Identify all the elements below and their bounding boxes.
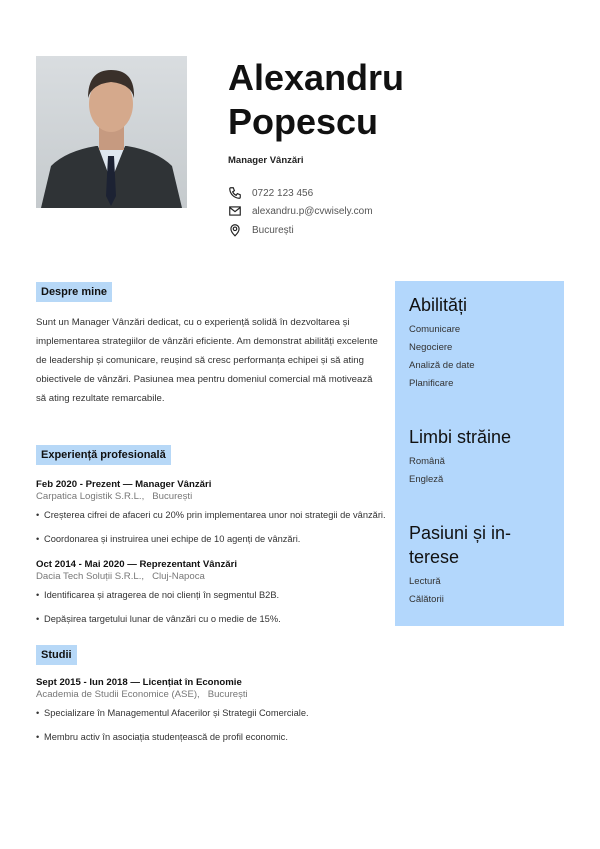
job-heading: Oct 2014 - Mai 2020 — Reprezentant Vânzări bbox=[36, 559, 238, 570]
skill-item: Planificare bbox=[409, 378, 454, 389]
last-name: Popescu bbox=[228, 101, 379, 142]
hobby-item: Călătorii bbox=[409, 594, 444, 605]
job-entry bbox=[36, 479, 396, 544]
job-bullet: • Creșterea cifrei de afaceri cu 20% prin implementarea unor noi strategii de vânzări. bbox=[36, 510, 396, 520]
about-text: Sunt un Manager Vânzări dedicat, cu o experiență solidă în dezvoltarea și implementarea strategiilor de vânzări eficiente. Am demonstrat abilități excelente de leadership și comunicare, reușind să cresc performanța echipei și să ating obiectivele de vânzări. Pasiunea mea pentru domeniul comercial mă motivează să ating rezultate remarcabile. bbox=[36, 317, 378, 404]
education-bullet: • Membru activ în asociația studențească de profil economic. bbox=[36, 732, 396, 742]
skill-item: Analiză de date bbox=[409, 360, 475, 371]
sidebar bbox=[395, 281, 564, 626]
first-name: Alexandru bbox=[228, 57, 405, 98]
email-link[interactable]: alexandru.p@cvwisely.com bbox=[252, 205, 373, 217]
education-heading-line: Sept 2015 - Iun 2018 — Licențiat în Economie bbox=[36, 677, 242, 688]
contact-phone bbox=[228, 186, 313, 200]
about-heading: Despre mine bbox=[36, 282, 112, 302]
phone-text: 0722 123 456 bbox=[252, 187, 314, 199]
hobbies-heading: Pasiuni și in- terese bbox=[409, 523, 512, 567]
job-entry bbox=[36, 559, 396, 624]
job-bullet: • Coordonarea și instruirea unei echipe de 10 agenți de vânzări. bbox=[36, 534, 396, 544]
hobby-item: Lectură bbox=[409, 576, 441, 587]
language-item: Engleză bbox=[409, 474, 444, 485]
mail-icon bbox=[228, 204, 242, 218]
job-company: Carpatica Logistik S.R.L., București bbox=[36, 491, 193, 502]
experience-heading: Experiență profesională bbox=[36, 445, 171, 465]
job-role: Manager Vânzări bbox=[228, 155, 304, 166]
education-school: Academia de Studii Economice (ASE), București bbox=[36, 689, 248, 700]
job-company: Dacia Tech Soluții S.R.L., Cluj-Napoca bbox=[36, 571, 205, 582]
skill-item: Negociere bbox=[409, 342, 453, 353]
contact-location bbox=[228, 223, 294, 237]
education-bullet: • Specializare în Managementul Afacerilor și Strategii Comerciale. bbox=[36, 708, 396, 718]
job-bullet: • Identificarea și atragerea de noi clienți în segmentul B2B. bbox=[36, 590, 396, 600]
phone-icon bbox=[228, 186, 242, 200]
education-heading: Studii bbox=[36, 645, 77, 665]
location-icon bbox=[228, 223, 242, 237]
job-heading: Feb 2020 - Prezent — Manager Vânzări bbox=[36, 479, 212, 490]
education-entry bbox=[36, 677, 396, 742]
profile-photo bbox=[36, 56, 187, 208]
location-text: București bbox=[252, 224, 294, 236]
language-item: Română bbox=[409, 456, 445, 467]
job-bullet: • Depășirea targetului lunar de vânzări cu o medie de 15%. bbox=[36, 614, 396, 624]
languages-heading: Limbi străine bbox=[409, 427, 512, 447]
contact-email bbox=[228, 204, 373, 218]
candidate-name bbox=[228, 56, 404, 144]
skill-item: Comunicare bbox=[409, 324, 461, 335]
skills-heading: Abilități bbox=[409, 295, 468, 315]
